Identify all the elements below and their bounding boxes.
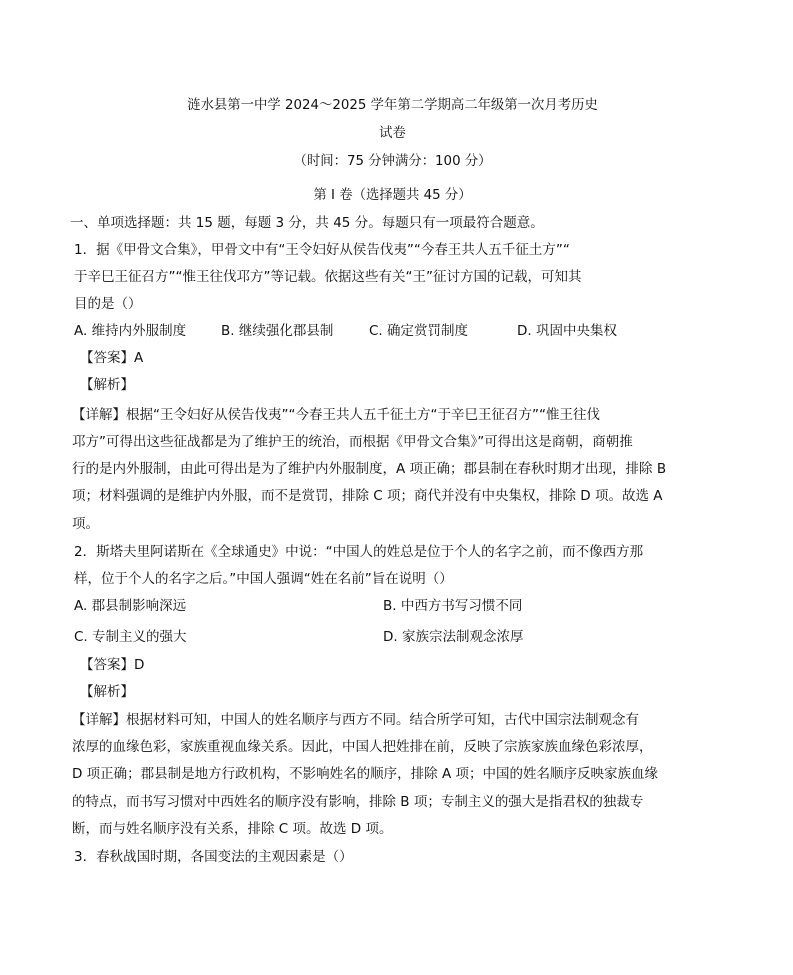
option-b: B. 继续强化郡县制 bbox=[221, 323, 334, 339]
analysis-label: 【解析】 bbox=[80, 377, 134, 393]
analysis-label: 【解析】 bbox=[80, 684, 134, 700]
detail-text: 浓厚的血缘色彩，家族重视血缘关系。因此，中国人把姓排在前，反映了宗族家族血缘色彩浓厚， bbox=[72, 739, 653, 755]
exam-title-line2: 试卷 bbox=[379, 125, 406, 141]
exam-title-line1: 涟水县第一中学 2024～2025 学年第二学期高二年级第一次月考历史 bbox=[187, 97, 598, 113]
detail-text: 项；材料强调的是维护内外服，而不是赏罚，排除 C 项；商代并没有中央集权，排除 D 项。故选 A bbox=[72, 488, 663, 504]
detail-text: D 项正确；郡县制是地方行政机构，不影响姓名的顺序，排除 A 项；中国的姓名顺序反映家族血缘 bbox=[72, 766, 659, 782]
detail-text: 邛方”可得出这些征战都是为了维护王的统治，而根据《甲骨文合集》”可得出这是商朝，商朝推 bbox=[72, 434, 633, 450]
detail-text: 【详解】根据“王令妇好从侯告伐夷”“今春王共人五千征土方“于辛巳王征召方”“惟王往伐 bbox=[72, 407, 600, 423]
option-c: C. 专制主义的强大 bbox=[74, 629, 187, 645]
option-a: A. 郡县制影响深远 bbox=[74, 598, 187, 614]
detail-text: 断，而与姓名顺序没有关系，排除 C 项。故选 D 项。 bbox=[72, 821, 393, 837]
question-stem: 样，位于个人的名字之后。”中国人强调“姓在名前”旨在说明（） bbox=[74, 571, 453, 587]
answer: 【答案】A bbox=[80, 350, 144, 366]
question-stem: 1．据《甲骨文合集》，甲骨文中有“王令妇好从侯告伐夷”“今春王共人五千征土方”“ bbox=[74, 242, 570, 258]
question-stem: 2．斯塔夫里阿诺斯在《全球通史》中说：“中国人的姓总是位于个人的名字之前，而不像西方那 bbox=[74, 544, 644, 560]
detail-text: 项。 bbox=[72, 516, 99, 532]
answer: 【答案】D bbox=[80, 657, 145, 673]
section-title: 第 I 卷（选择题共 45 分） bbox=[313, 187, 472, 203]
detail-text: 行的是内外服制，由此可得出是为了维护内外服制度，A 项正确；郡县制在春秋时期才出现，排除 B bbox=[72, 461, 667, 477]
detail-text: 【详解】根据材料可知，中国人的姓名顺序与西方不同。结合所学可知，古代中国宗法制观念有 bbox=[72, 712, 639, 728]
option-b: B. 中西方书写习惯不同 bbox=[383, 598, 523, 614]
question-stem: 3．春秋战国时期，各国变法的主观因素是（） bbox=[74, 849, 353, 865]
option-d: D. 家族宗法制观念浓厚 bbox=[383, 629, 524, 645]
option-a: A. 维持内外服制度 bbox=[74, 323, 187, 339]
question-stem: 于辛巳王征召方”“惟王往伐邛方”等记载。依据这些有关“王”征讨方国的记载，可知其 bbox=[74, 269, 582, 285]
option-d: D. 巩固中央集权 bbox=[517, 323, 617, 339]
question-stem: 目的是（） bbox=[74, 296, 142, 312]
detail-text: 的特点，而书写习惯对中西姓名的顺序没有影响，排除 B 项；专制主义的强大是指君权的独裁专 bbox=[72, 794, 644, 810]
instructions: 一、单项选择题：共 15 题，每题 3 分，共 45 分。每题只有一项最符合题意。 bbox=[70, 215, 544, 231]
exam-time-info: （时间：75 分钟满分：100 分） bbox=[293, 153, 492, 169]
option-c: C. 确定赏罚制度 bbox=[369, 323, 469, 339]
